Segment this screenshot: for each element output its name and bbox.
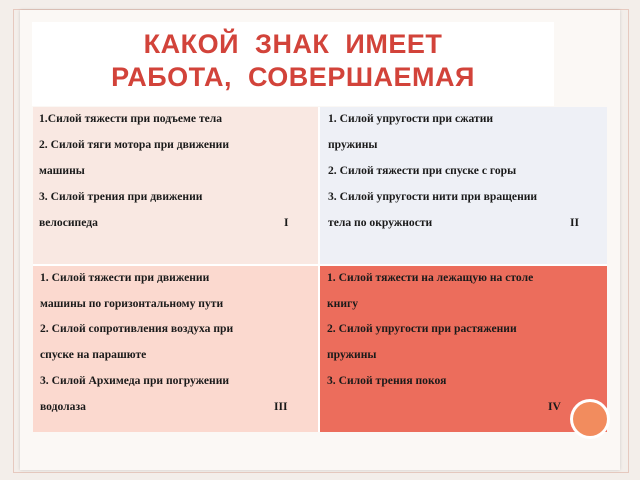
quadrant-2-roman-label: II <box>570 216 580 229</box>
quadrant-4-line-3: 2. Силой упругости при растяжении <box>327 322 517 335</box>
quadrant-1-line-5: велосипеда <box>39 216 98 229</box>
quadrant-4-line-5: 3. Силой трения покоя <box>327 374 447 387</box>
quadrant-3-line-1: 1. Силой тяжести при движении <box>40 271 210 284</box>
slide-title-line-1: КАКОЙ ЗНАК ИМЕЕТ <box>143 29 443 59</box>
quadrant-4-line-2: книгу <box>327 297 359 310</box>
quadrant-1-roman-label: I <box>284 216 289 229</box>
quadrant-4-line-1: 1. Силой тяжести на лежащую на столе <box>327 271 534 284</box>
quadrant-3-line-3: 2. Силой сопротивления воздуха при <box>40 322 234 335</box>
quadrant-2-line-2: пружины <box>328 138 378 151</box>
quadrant-3-line-4: спуске на парашюте <box>40 348 147 361</box>
quadrant-3-roman-label: III <box>274 400 288 413</box>
slide-title-line-2: РАБОТА, СОВЕРШАЕМАЯ <box>111 62 475 92</box>
horizontal-divider <box>33 264 607 266</box>
quadrant-2-line-1: 1. Силой упругости при сжатии <box>328 112 494 125</box>
quadrant-1 <box>33 107 318 264</box>
quadrant-2-line-3: 2. Силой тяжести при спуске с горы <box>328 164 517 177</box>
quadrant-4-roman-label: IV <box>548 400 561 413</box>
quadrant-1-line-1: 1.Силой тяжести при подъеме тела <box>39 112 223 125</box>
quadrant-2 <box>320 107 607 264</box>
slide-title <box>32 28 554 94</box>
quadrant-1-line-4: 3. Силой трения при движении <box>39 190 203 203</box>
quadrant-3-line-2: машины по горизонтальному пути <box>40 297 224 310</box>
vertical-divider <box>318 107 320 432</box>
quadrant-3-line-6: водолаза <box>40 400 86 413</box>
quadrant-1-line-3: машины <box>39 164 85 177</box>
quadrant-2-line-4: 3. Силой упругости нити при вращении <box>328 190 538 203</box>
quadrant-2-line-5: тела по окружности <box>328 216 433 229</box>
quadrant-3-line-5: 3. Силой Архимеда при погружении <box>40 374 230 387</box>
quadrant-1-line-2: 2. Силой тяги мотора при движении <box>39 138 230 151</box>
quadrant-4 <box>320 266 607 432</box>
decorative-circle <box>573 402 607 436</box>
quadrant-3 <box>33 266 318 432</box>
quadrant-4-line-4: пружины <box>327 348 377 361</box>
